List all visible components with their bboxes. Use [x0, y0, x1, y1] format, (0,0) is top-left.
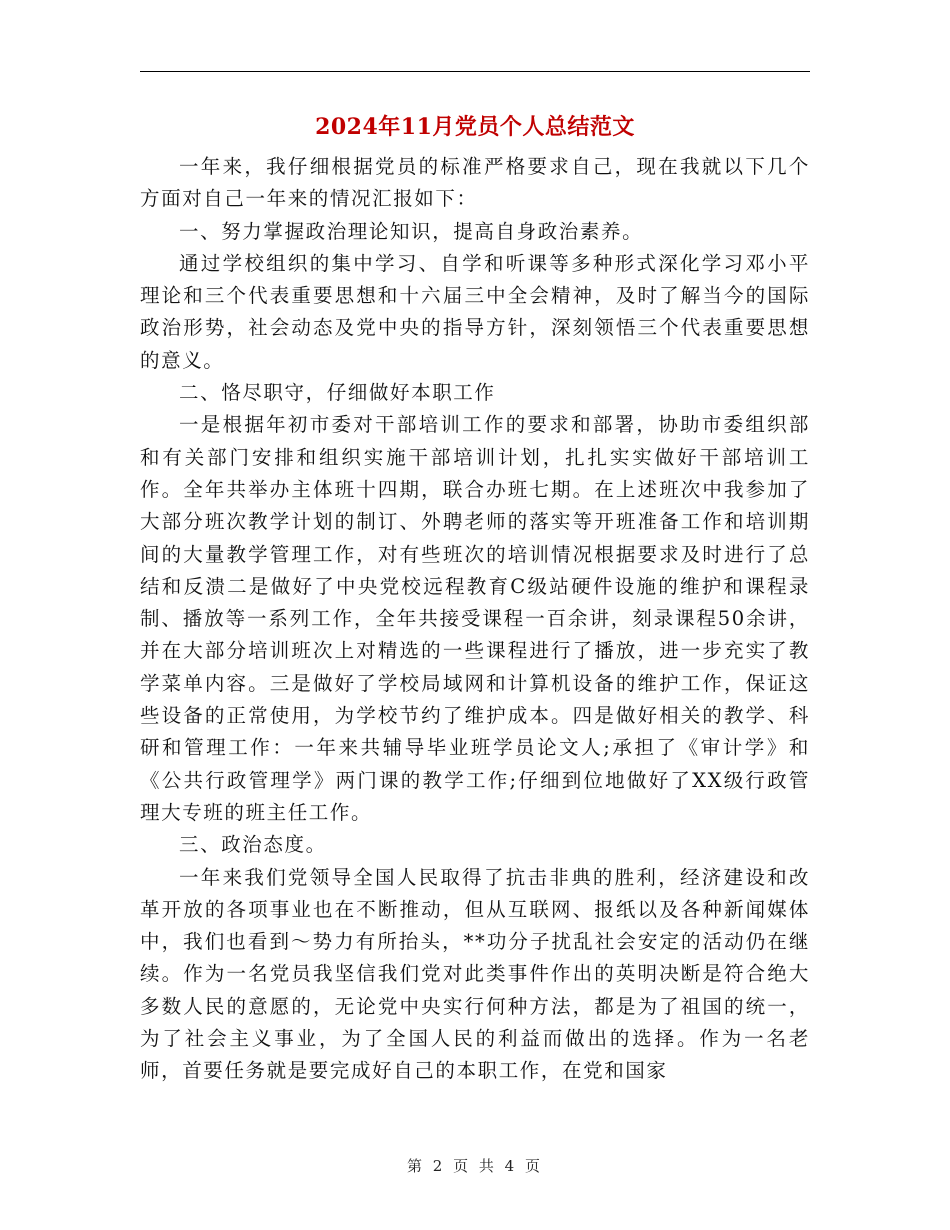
- section-heading-political-attitude: 三、政治态度。: [179, 833, 327, 857]
- political-attitude-paragraph: 一年来我们党领导全国人民取得了抗击非典的胜利，经济建设和改革开放的各项事业也在不断推动，但从互联网、报纸以及各种新闻媒体中，我们也看到～势力有所抬头，**功分子扰乱社会安定的活动仍在继续。作为一名党员我坚信我们党对此类事件作出的英明决断是符合绝大多数人民的意愿的，无论党中央实行何种方法，都是为了祖国的统一，为了社会主义事业，为了全国人民的利益而做出的选择。作为一名老师，首要任务就是要完成好自己的本职工作，在党和国家: [140, 865, 810, 1083]
- section-heading-political-theory: 一、努力掌握政治理论知识，提高自身政治素养。: [179, 219, 644, 243]
- political-theory-paragraph: 通过学校组织的集中学习、自学和听课等多种形式深化学习邓小平理论和三个代表重要思想和十六届三中全会精神，及时了解当今的国际政治形势，社会动态及党中央的指导方针，深刻领悟三个代表重要思想的意义。: [140, 251, 810, 372]
- document-title: 2024年11月党员个人总结范文: [315, 114, 635, 140]
- page-number: 第 2 页 共 4 页: [407, 1157, 543, 1175]
- duties-paragraph: 一是根据年初市委对干部培训工作的要求和部署，协助市委组织部和有关部门安排和组织实施干部培训计划，扎扎实实做好干部培训工作。全年共举办主体班十四期，联合办班七期。在上述班次中我参加了大部分班次教学计划的制订、外聘老师的落实等开班准备工作和培训期间的大量教学管理工作，对有些班次的培训情况根据要求及时进行了总结和反溃二是做好了中央党校远程教育C级站硬件设施的维护和课程录制、播放等一系列工作，全年共接受课程一百余讲，刻录课程50余讲，并在大部分培训班次上对精选的一些课程进行了播放，进一步充实了教学菜单内容。三是做好了学校局域网和计算机设备的维护工作，保证这些设备的正常使用，为学校节约了维护成本。四是做好相关的教学、科研和管理工作：一年来共辅导毕业班学员论文人;承担了《审计学》和《公共行政管理学》两门课的教学工作;仔细到位地做好了XX级行政管理大专班的班主任工作。: [140, 413, 810, 824]
- intro-paragraph: 一年来，我仔细根据党员的标准严格要求自己，现在我就以下几个方面对自己一年来的情况汇报如下：: [140, 155, 810, 211]
- document-body: [140, 151, 810, 1088]
- header-rule: [140, 71, 810, 72]
- section-heading-duties: 二、恪尽职守，仔细做好本职工作: [179, 381, 496, 405]
